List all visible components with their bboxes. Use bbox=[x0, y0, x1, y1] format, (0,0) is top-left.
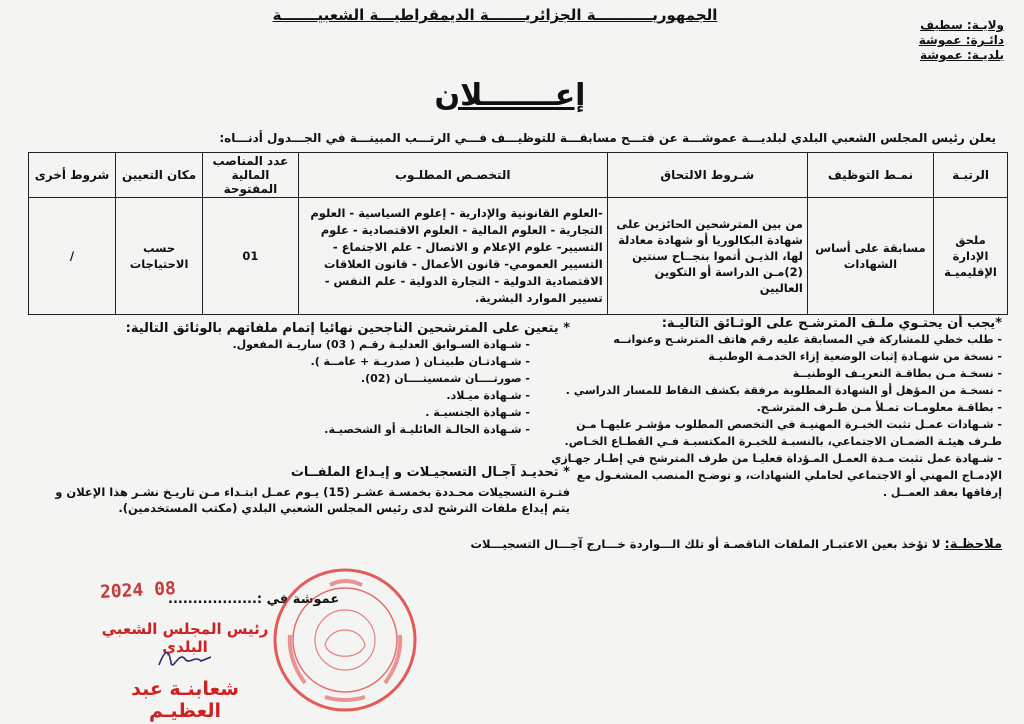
list-item: إرفاقها بعقد العمــل . bbox=[882, 486, 1002, 499]
list-item: - شـهادة عمل تثبت مـدة العمـل المـؤداة فعليـا من طرف المترشح في إطـار جهـازي bbox=[551, 452, 1002, 465]
list-item: - شـهادة السـوابق العدليـة رقـم ( 03) ساريـة المفعول. bbox=[232, 338, 530, 351]
list-item: - صورتــــان شمسيتــــان (02). bbox=[360, 372, 530, 385]
required-documents-section bbox=[551, 316, 1002, 501]
col-header-location: مكان التعيين bbox=[116, 153, 203, 198]
intro-text: يعلن رئيس المجلس الشعبي البلدي لبلديـــة عموشـــة عن فتـــح مسابقـــة للتوظيـــف فـــي الرتـــب المبينـــة في الجـــدول أدنـــاه: bbox=[219, 131, 996, 145]
list-item: - شـهادة الحالـة العائليـة أو الشخصيـة. bbox=[324, 423, 530, 436]
table-header-row bbox=[29, 153, 1008, 198]
list-item: - طلب خطي للمشاركة في المسابقة عليه رقم هاتف المترشـح وعنوانــه bbox=[613, 333, 1002, 346]
list-item: - نسخـة من المؤهل أو الشهادة المطلوبة مرفقة بكشف النقاط للمسار الدراسي . bbox=[565, 384, 1002, 397]
deadline-heading: * تحديـد آجـال التسجيـلات و إيـداع الملفــات bbox=[290, 465, 570, 480]
cell-conditions: من بين المترشحين الحائزين على شهادة البكالوريا أو شهادة معادلة لها، الذيـن أتموا بنجــاح سنتين (2)مـن الدراسة أو التكوين العاليين bbox=[607, 198, 807, 315]
list-item: - شـهادة الجنسيـة . bbox=[425, 406, 530, 419]
col-header-rank: الرتبـة bbox=[934, 153, 1008, 198]
cell-specialty: -العلوم القانونية والإدارية - إعلوم السياسية - العلوم التجارية - العلوم المالية - العلوم الاقتصادية - علوم التسيير- علوم الإعلام و الاتصال - علم الاجتماع - التسيير العمومي- قانون الأعمال - قانون العلاقات الاقتصادية الدولية - التجارة الدولية - علم النفس - تسيير الموارد البشرية. bbox=[298, 198, 607, 315]
signer-name: شعابنـة عبد العظيـم bbox=[131, 678, 239, 722]
announcement-title: إعـــــــلان bbox=[434, 78, 586, 113]
table-row bbox=[29, 198, 1008, 315]
list-item: - شـهادات عمـل تثبت الخبـرة المهنيـة في التخصص المطلوب مؤشـر عليهـا مـن bbox=[576, 418, 1002, 431]
final-documents-heading: * يتعين على المترشحين الناجحين نهائيا إتمام ملفاتهم بالوثائق التالية: bbox=[125, 321, 570, 336]
col-header-other: شروط أخرى bbox=[29, 153, 116, 198]
final-documents-list bbox=[110, 336, 570, 438]
signature-place-date: عموشة في :.................. bbox=[168, 592, 340, 607]
remark-label: ملاحظـة: bbox=[944, 537, 1002, 552]
positions-table bbox=[28, 152, 1008, 315]
list-item: - شـهادة ميـلاد. bbox=[446, 389, 530, 402]
list-item: - شـهادتـان طبيتـان ( صدريـة + عامــة ). bbox=[310, 355, 530, 368]
remark-text: لا تؤخذ بعين الاعتبـار الملفات الناقصـة أو تلك الـــواردة خـــارج آجـــال التسجيـــلات bbox=[470, 537, 941, 551]
col-header-mode: نمـط التوظيف bbox=[807, 153, 933, 198]
signer-title: رئيس المجلس الشعبي البلدي bbox=[101, 620, 269, 656]
deadline-section bbox=[50, 465, 570, 516]
administration-block bbox=[919, 18, 1004, 63]
official-seal-icon bbox=[270, 565, 420, 715]
list-item: - نسخة من شهـادة إثبات الوضعية إزاء الخدمـة الوطنيـة bbox=[708, 350, 1002, 363]
list-item: طـرف هيئـة الضمـان الاجتماعي، بالنسبـة للخبـرة المكتسبـة فـي القطـاع الخـاص. bbox=[564, 435, 1002, 448]
cell-other: / bbox=[29, 198, 116, 315]
col-header-conditions: شـروط الالتحاق bbox=[607, 153, 807, 198]
required-documents-heading: *يجب أن يحتـوي ملـف المترشـح على الوثـائق التاليـة: bbox=[661, 316, 1002, 331]
deadline-text: فتـرة التسجيلات محـددة بخمسـة عشـر (15) يـوم عمـل ابتـداء مـن تاريـخ نشـر هذا الإعلان و يتم إيداع ملفات الترشح لدى رئيس المجلس الشعبي البلدي (مكتب المستخدمين). bbox=[55, 485, 570, 515]
list-item: الإدمـاج المهني أو الاجتماعي لحاملي الشهادات، و توضـح المنصب المشغـول مع bbox=[576, 469, 1002, 482]
handwritten-signature bbox=[155, 645, 215, 673]
remark-section bbox=[402, 537, 1002, 552]
list-item: - نسخـة مـن بطاقـة التعريـف الوطنيــة bbox=[792, 367, 1002, 380]
baladiya-line: بلديـة: عموشة bbox=[919, 48, 1004, 62]
republic-header: الجمهوريـــــــــــة الجزائريـــــــة الديمقراطيـــة الشعبيـــــــة bbox=[272, 6, 718, 24]
cell-positions: 01 bbox=[203, 198, 299, 315]
required-documents-list bbox=[551, 331, 1002, 501]
daira-line: دائـرة: عموشة bbox=[918, 33, 1004, 47]
cell-mode: مسابقة على أساس الشهادات bbox=[807, 198, 933, 315]
col-header-positions: عدد المناصب المالية المفتوحة bbox=[203, 153, 299, 198]
date-stamp: 2024 08 bbox=[99, 578, 177, 603]
list-item: - بطاقـة معلومـات تمـلأ مـن طـرف المترشـح. bbox=[756, 401, 1002, 414]
cell-rank: ملحق الإدارة الإقليميـة bbox=[934, 198, 1008, 315]
final-documents-section bbox=[110, 321, 570, 438]
col-header-specialty: التخصـص المطلـوب bbox=[298, 153, 607, 198]
wilaya-line: ولايـة: سطيف bbox=[920, 18, 1004, 32]
cell-location: حسب الاحتياجات bbox=[116, 198, 203, 315]
